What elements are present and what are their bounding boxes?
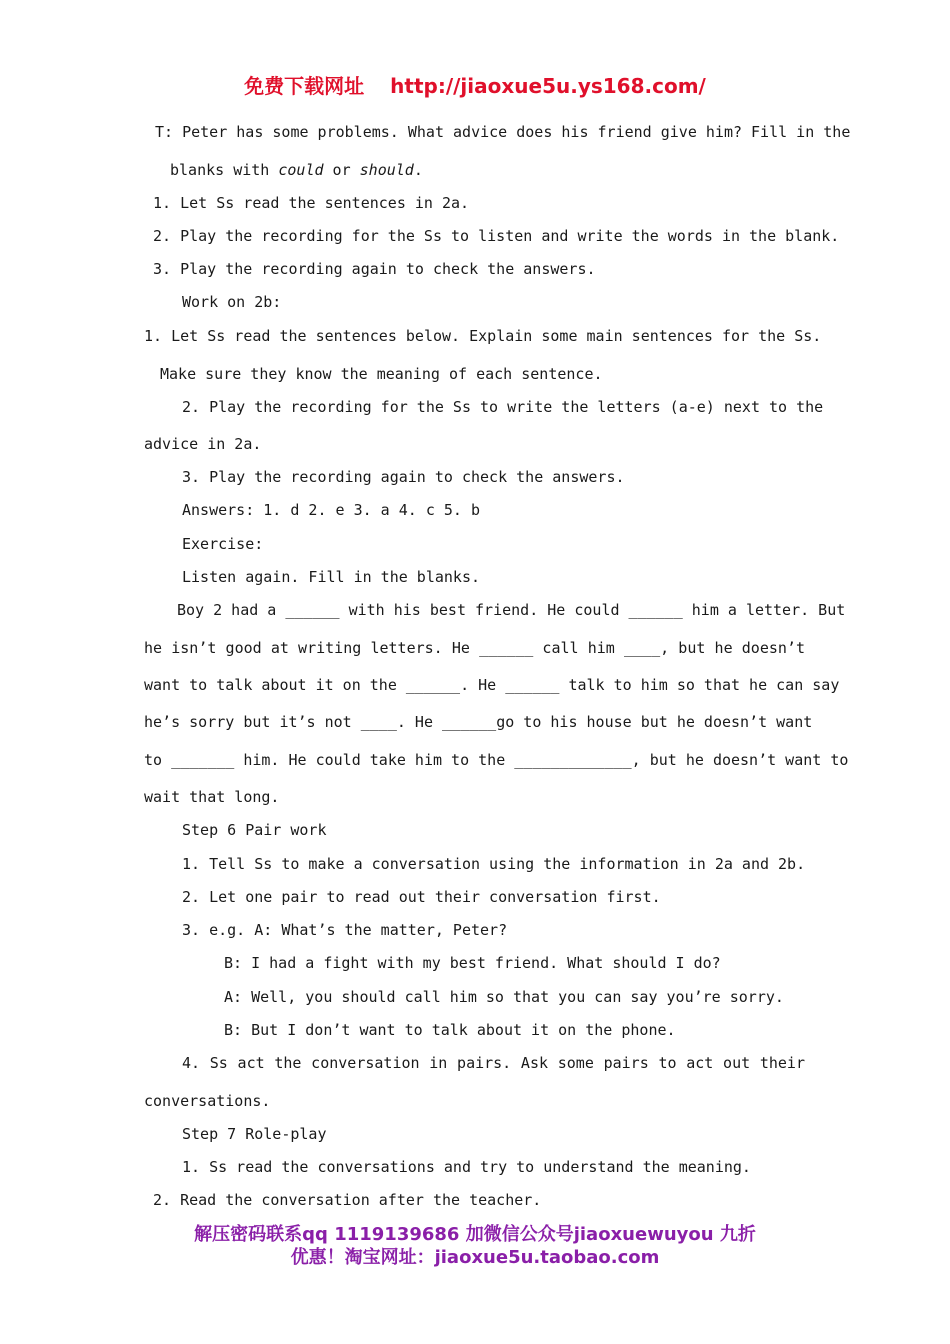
text-line: 2. Play the recording for the Ss to listen and write the words in the blank. [153, 227, 840, 245]
download-header [0, 70, 950, 99]
text-line: 1. Let Ss read the sentences below. Explain some main sentences for the Ss. [144, 327, 822, 345]
text-line: T: Peter has some problems. What advice does his friend give him? Fill in the [155, 123, 851, 141]
text-line: 2. Read the conversation after the teacher. [153, 1191, 542, 1209]
dialogue-line: B: But I don’t want to talk about it on the phone. [224, 1021, 676, 1039]
footer-line-2: 优惠！淘宝网址：jiaoxue5u.taobao.com [290, 1247, 660, 1268]
text-line: conversations. [144, 1092, 271, 1110]
exercise-line: want to talk about it on the ______. He ______ talk to him so that he can say [144, 676, 840, 694]
section-heading: Step 6 Pair work [182, 821, 327, 839]
exercise-line: wait that long. [144, 788, 280, 806]
text-line: 4. Ss act the conversation in pairs. Ask some pairs to act out their [182, 1054, 805, 1072]
footer-line-1: 解压密码联系qq 1119139686 加微信公众号jiaoxuewuyou 九折 [194, 1224, 756, 1245]
header-url-link[interactable]: http://jiaoxue5u.ys168.com/ [390, 74, 706, 98]
text-line: blanks with could or should. [170, 161, 423, 179]
text-line: 2. Let one pair to read out their conversation first. [182, 888, 661, 906]
text-line: advice in 2a. [144, 435, 262, 453]
text-line: 3. Play the recording again to check the answers. [153, 260, 596, 278]
exercise-line: Boy 2 had a ______ with his best friend. He could ______ him a letter. But [177, 601, 846, 619]
exercise-line: he isn’t good at writing letters. He ______ call him ____, but he doesn’t [144, 639, 805, 657]
text-line: Make sure they know the meaning of each sentence. [160, 365, 603, 383]
text-line: Listen again. Fill in the blanks. [182, 568, 481, 586]
section-heading: Exercise: [182, 535, 264, 553]
exercise-line: to _______ him. He could take him to the _____________, but he doesn’t want to [144, 751, 849, 769]
text-line: 1. Tell Ss to make a conversation using the information in 2a and 2b. [182, 855, 806, 873]
text-line: 3. Play the recording again to check the answers. [182, 468, 625, 486]
answers-line: Answers: 1. d 2. e 3. a 4. c 5. b [182, 501, 481, 519]
exercise-line: he’s sorry but it’s not ____. He ______go to his house but he doesn’t want [144, 713, 813, 731]
dialogue-line: A: Well, you should call him so that you can say you’re sorry. [224, 988, 784, 1006]
text-line: 1. Let Ss read the sentences in 2a. [153, 194, 470, 212]
text-line: 2. Play the recording for the Ss to write the letters (a-e) next to the [182, 398, 824, 416]
section-heading: Work on 2b: [182, 293, 282, 311]
text-line: 1. Ss read the conversations and try to understand the meaning. [182, 1158, 751, 1176]
dialogue-line: 3. e.g. A: What’s the matter, Peter? [182, 921, 508, 939]
section-heading: Step 7 Role-play [182, 1125, 327, 1143]
dialogue-line: B: I had a fight with my best friend. What should I do? [224, 954, 721, 972]
header-label: 免费下载网址 [244, 74, 365, 98]
